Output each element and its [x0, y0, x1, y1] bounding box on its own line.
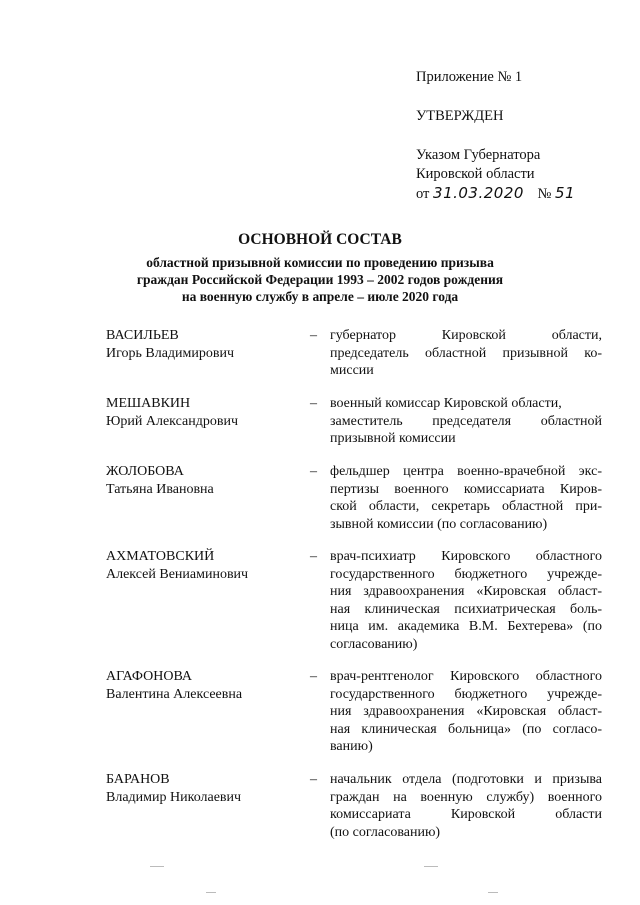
member-given-name: Алексей Вениаминович: [106, 566, 249, 582]
position-line: начальник отдела (подготовки и призыва: [330, 772, 602, 787]
member-dash: –: [310, 396, 317, 411]
position-line: ница им. академика В.М. Бехтерева» (по: [330, 619, 602, 634]
member-position: [330, 668, 602, 756]
member-position: [330, 771, 602, 841]
date-prefix: от: [416, 186, 430, 202]
member-surname: МЕШАВКИН: [106, 396, 191, 411]
member-given-name: Татьяна Ивановна: [106, 481, 214, 497]
member-name: [106, 668, 306, 703]
position-line: государственного бюджетного учрежде-: [330, 686, 602, 702]
member-surname: БАРАНОВ: [106, 772, 170, 787]
member-given-name: Владимир Николаевич: [106, 789, 242, 805]
scan-artifact: [206, 892, 216, 893]
position-line: ния здравоохранения «Кировская област-: [330, 704, 602, 719]
member-dash: –: [310, 772, 317, 787]
member-surname: АГАФОНОВА: [106, 669, 193, 684]
member-surname: ЖОЛОБОВА: [106, 464, 184, 479]
title-line-3: на военную службу в апреле – июле 2020 года: [181, 289, 459, 304]
title-main: ОСНОВНОЙ СОСТАВ: [238, 231, 402, 248]
approval-block: [416, 68, 616, 204]
position-line: согласованию): [330, 636, 418, 652]
member-surname: АХМАТОВСКИЙ: [106, 549, 215, 564]
member-dash: –: [310, 669, 317, 684]
position-line: фельдшер центра военно-врачебной экс-: [330, 464, 602, 479]
handwritten-number: 51: [555, 184, 576, 202]
position-line: председатель областной призывной ко-: [330, 345, 602, 361]
position-line: миссии: [330, 363, 374, 378]
position-line: ской области, секретарь областной при-: [330, 499, 602, 514]
member-given-name: Игорь Владимирович: [106, 345, 235, 361]
decree-line-1: Указом Губернатора: [416, 147, 541, 163]
position-line: комиссариата Кировской области: [330, 807, 602, 822]
member-position: [330, 327, 602, 380]
position-line: врач-психиатр Кировского областного: [330, 549, 602, 564]
scan-artifact: [150, 866, 164, 867]
position-line: призывной комиссии: [330, 431, 456, 446]
scan-artifact: [488, 892, 498, 893]
member-position: [330, 395, 602, 448]
position-line: граждан на военную службу) военного: [330, 789, 602, 805]
position-line: военный комиссар Кировской области,: [330, 396, 562, 411]
appendix-label: Приложение № 1: [416, 69, 523, 85]
title-line-2: граждан Российской Федерации 1993 – 2002 годов рождения: [136, 272, 504, 287]
member-position: [330, 463, 602, 533]
decree-date-line: [416, 184, 616, 204]
position-line: губернатор Кировской области,: [330, 328, 602, 343]
member-surname: ВАСИЛЬЕВ: [106, 328, 179, 343]
scan-artifact: [424, 866, 438, 867]
member-name: [106, 463, 306, 498]
position-line: (по согласованию): [330, 824, 441, 840]
handwritten-date: 31.03.2020: [433, 184, 524, 202]
title-line-1: областной призывной комиссии по проведению призыва: [146, 255, 494, 270]
member-position: [330, 548, 602, 653]
position-line: пертизы военного комиссариата Киров-: [330, 481, 602, 497]
approved-label: УТВЕРЖДЕН: [416, 108, 504, 124]
position-line: ния здравоохранения «Кировская област-: [330, 584, 602, 599]
member-given-name: Валентина Алексеевна: [106, 686, 243, 702]
member-name: [106, 395, 306, 430]
member-dash: –: [310, 464, 317, 479]
position-line: зывной комиссии (по согласованию): [330, 516, 548, 532]
member-name: [106, 771, 306, 806]
position-line: ная клиническая психиатрическая боль-: [330, 601, 602, 617]
position-line: государственного бюджетного учрежде-: [330, 566, 602, 582]
member-dash: –: [310, 549, 317, 564]
number-prefix: №: [537, 186, 552, 202]
position-line: ванию): [330, 739, 373, 754]
document-title: [0, 230, 640, 305]
member-given-name: Юрий Александрович: [106, 413, 238, 429]
position-line: врач-рентгенолог Кировского областного: [330, 669, 602, 684]
position-line: ная клиническая больница» (по согласо-: [330, 721, 602, 737]
position-line: заместитель председателя областной: [330, 413, 602, 429]
member-name: [106, 548, 306, 583]
member-name: [106, 327, 306, 362]
member-dash: –: [310, 328, 317, 343]
decree-line-2: Кировской области: [416, 166, 535, 182]
